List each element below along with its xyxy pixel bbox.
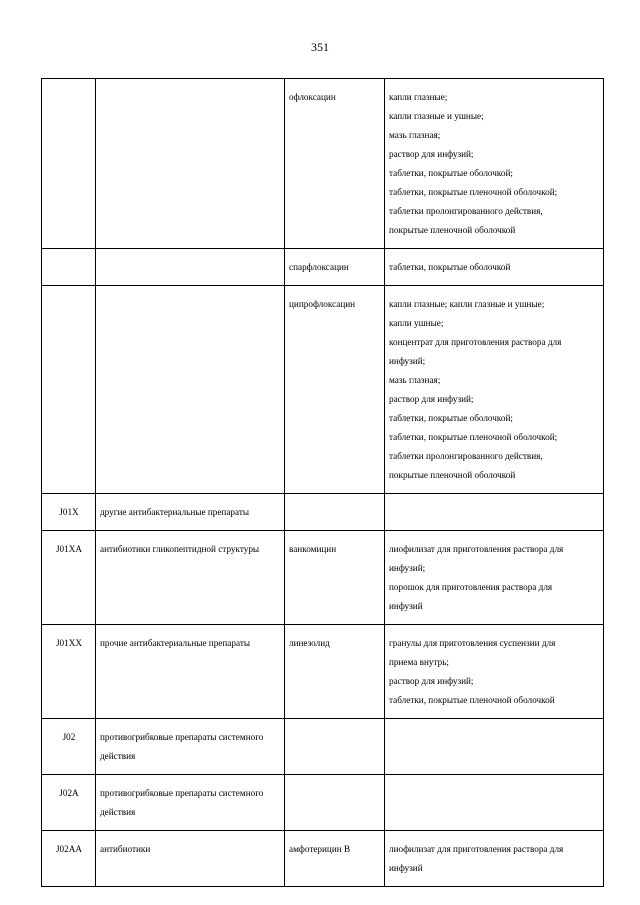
cell-text-line: действия — [100, 807, 136, 817]
cell-text-line: таблетки, покрытые пленочной оболочкой — [389, 695, 555, 705]
atc-code-cell: J02AA — [42, 831, 96, 887]
atc-code-cell: J01XX — [42, 625, 96, 719]
cell-text-line: таблетки, покрытые пленочной оболочкой; — [389, 432, 558, 442]
drug-name-cell — [285, 531, 385, 625]
cell-text-line: ципрофлоксацин — [289, 299, 356, 309]
pharmacological-group-cell — [96, 249, 285, 286]
page-number: 351 — [311, 40, 329, 54]
atc-code-cell: J02 — [42, 719, 96, 775]
drug-name-cell — [285, 775, 385, 831]
cell-text-line: противогрибковые препараты системного — [100, 732, 264, 742]
cell-text-line: линезолид — [289, 638, 330, 648]
table-row — [42, 494, 604, 531]
cell-text-line: раствор для инфузий; — [389, 676, 474, 686]
atc-code-cell: J02A — [42, 775, 96, 831]
drug-name-cell — [285, 625, 385, 719]
dosage-forms-cell — [385, 719, 604, 775]
cell-text-line: прочие антибактериальные препараты — [100, 638, 251, 648]
table-body — [42, 79, 604, 887]
pharmacological-group-cell — [96, 625, 285, 719]
drug-name-cell — [285, 249, 385, 286]
cell-text-line: спарфлоксацин — [289, 262, 349, 272]
drug-name-cell — [285, 494, 385, 531]
table-row — [42, 775, 604, 831]
cell-text-line: противогрибковые препараты системного — [100, 788, 264, 798]
atc-code-cell: J01X — [42, 494, 96, 531]
cell-text-line: капли глазные; — [389, 92, 448, 102]
cell-text-line: мазь глазная; — [389, 130, 441, 140]
cell-text-line: инфузий — [389, 601, 423, 611]
cell-text-line: таблетки пролонгированного действия, — [389, 451, 543, 461]
table-row — [42, 625, 604, 719]
cell-text-line: таблетки пролонгированного действия, — [389, 206, 543, 216]
dosage-forms-cell — [385, 531, 604, 625]
dosage-forms-cell — [385, 831, 604, 887]
dosage-forms-cell — [385, 494, 604, 531]
cell-text-line: инфузий; — [389, 563, 426, 573]
table-row — [42, 249, 604, 286]
pharmacological-group-cell — [96, 831, 285, 887]
cell-text-line: мазь глазная; — [389, 375, 441, 385]
pharmacological-group-cell — [96, 494, 285, 531]
cell-text-line: антибиотики гликопептидной структуры — [100, 544, 260, 554]
table-row — [42, 531, 604, 625]
cell-text-line: лиофилизат для приготовления раствора для — [389, 544, 564, 554]
cell-text-line: концентрат для приготовления раствора для — [389, 337, 562, 347]
dosage-forms-cell — [385, 625, 604, 719]
pharmacological-group-cell — [96, 775, 285, 831]
cell-text-line: таблетки, покрытые оболочкой; — [389, 168, 513, 178]
cell-text-line: раствор для инфузий; — [389, 149, 474, 159]
cell-text-line: амфотерицин В — [289, 844, 351, 854]
cell-text-line: действия — [100, 751, 136, 761]
pharmacological-group-cell — [96, 286, 285, 494]
cell-text-line: капли глазные и ушные; — [389, 111, 484, 121]
drug-name-cell — [285, 719, 385, 775]
dosage-forms-cell — [385, 249, 604, 286]
dosage-forms-cell — [385, 79, 604, 249]
pharmacological-group-cell — [96, 79, 285, 249]
cell-text-line: порошок для приготовления раствора для — [389, 582, 553, 592]
pharmacological-group-cell — [96, 531, 285, 625]
cell-text-line: капли ушные; — [389, 318, 444, 328]
cell-text-line: покрытые пленочной оболочкой — [389, 225, 516, 235]
pharmacological-group-cell — [96, 719, 285, 775]
atc-code-cell — [42, 286, 96, 494]
table-row — [42, 831, 604, 887]
atc-code-cell — [42, 249, 96, 286]
table-row — [42, 286, 604, 494]
cell-text-line: приема внутрь; — [389, 657, 449, 667]
cell-text-line: гранулы для приготовления суспензии для — [389, 638, 556, 648]
dosage-forms-cell — [385, 286, 604, 494]
cell-text-line: раствор для инфузий; — [389, 394, 474, 404]
cell-text-line: антибиотики — [100, 844, 151, 854]
table-row — [42, 719, 604, 775]
drug-name-cell — [285, 831, 385, 887]
cell-text-line: таблетки, покрытые оболочкой; — [389, 413, 513, 423]
cell-text-line: капли глазные; капли глазные и ушные; — [389, 299, 545, 309]
table-row — [42, 79, 604, 249]
atc-code-cell — [42, 79, 96, 249]
cell-text-line: офлоксацин — [289, 92, 336, 102]
cell-text-line: инфузий; — [389, 356, 426, 366]
cell-text-line: инфузий — [389, 863, 423, 873]
cell-text-line: таблетки, покрытые пленочной оболочкой; — [389, 187, 558, 197]
drug-table — [41, 78, 604, 887]
cell-text-line: ванкомицин — [289, 544, 337, 554]
cell-text-line: таблетки, покрытые оболочкой — [389, 262, 511, 272]
dosage-forms-cell — [385, 775, 604, 831]
drug-name-cell — [285, 79, 385, 249]
atc-code-cell: J01XA — [42, 531, 96, 625]
cell-text-line: лиофилизат для приготовления раствора для — [389, 844, 564, 854]
drug-name-cell — [285, 286, 385, 494]
cell-text-line: другие антибактериальные препараты — [100, 507, 250, 517]
cell-text-line: покрытые пленочной оболочкой — [389, 470, 516, 480]
